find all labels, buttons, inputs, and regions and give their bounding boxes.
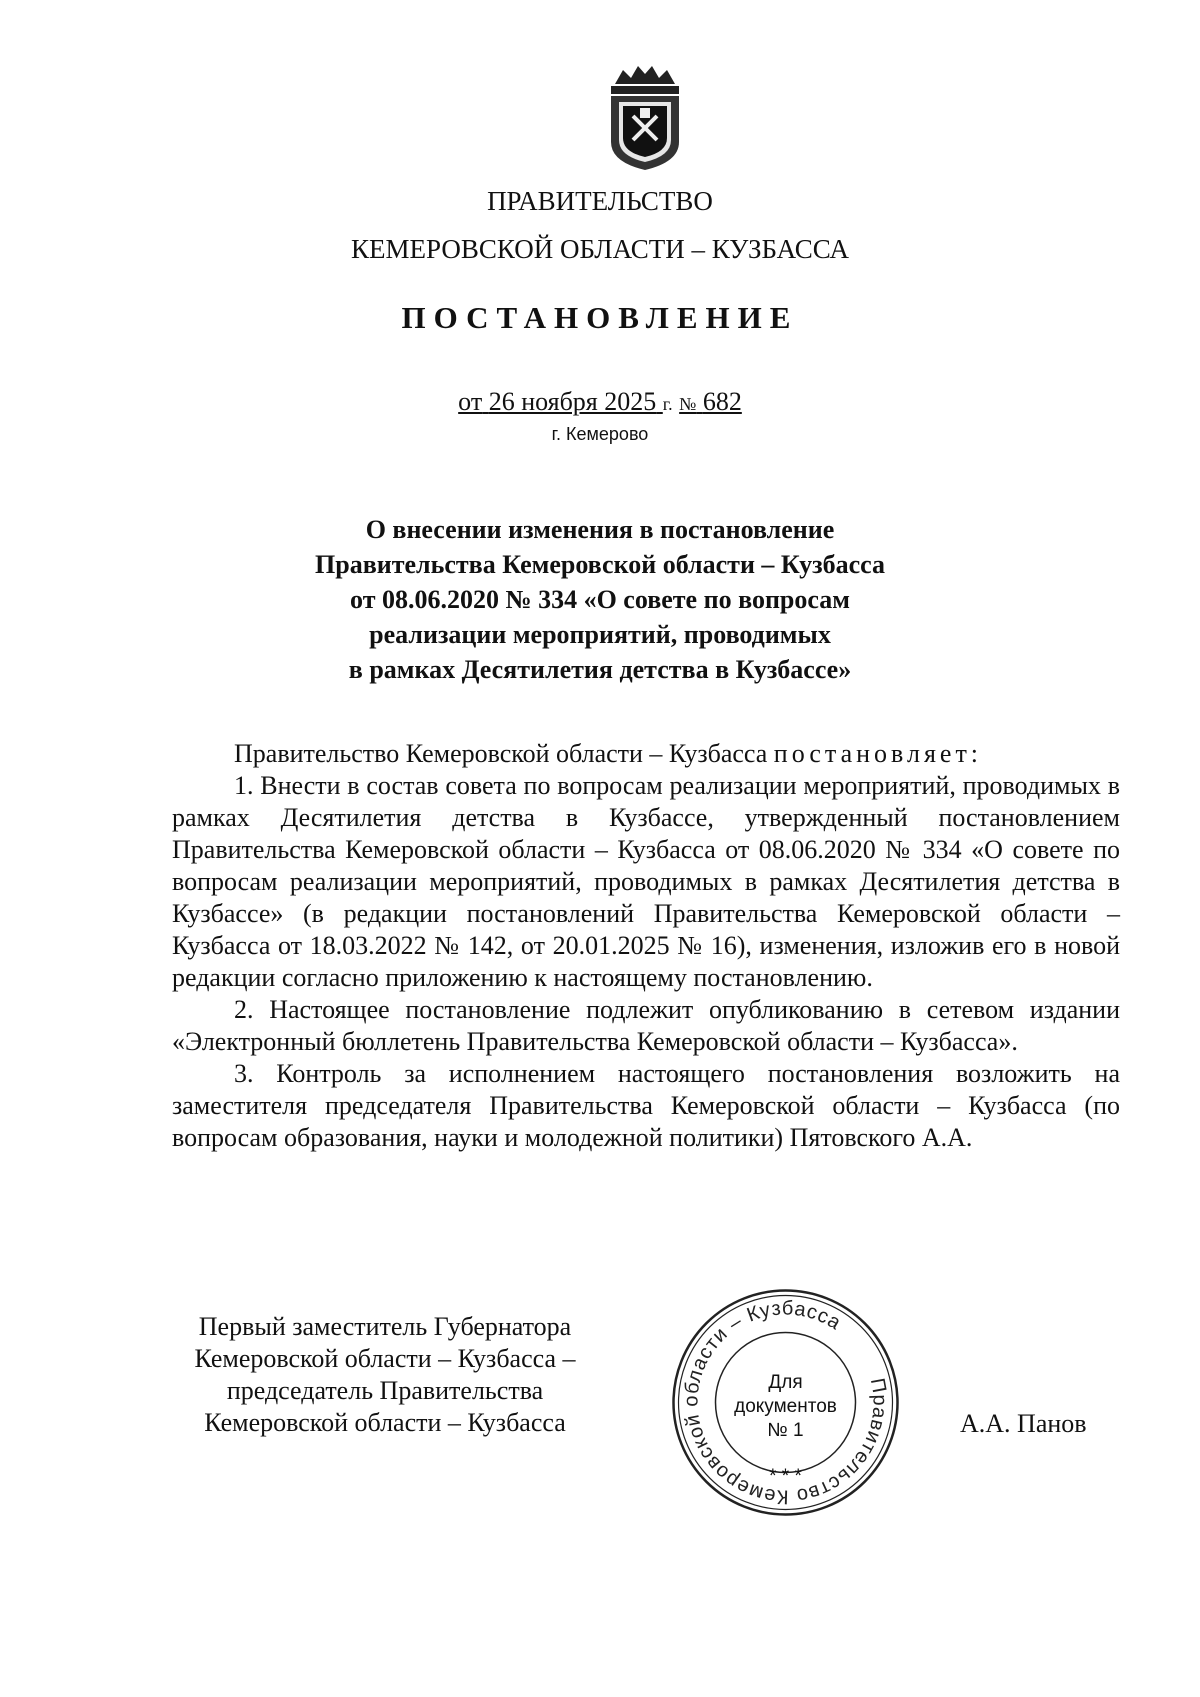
number-label: № <box>679 394 697 414</box>
org-name-line1: ПРАВИТЕЛЬСТВО <box>487 186 713 216</box>
org-name-line2: КЕМЕРОВСКОЙ ОБЛАСТИ – КУЗБАССА <box>351 234 849 264</box>
seal-ring-text: Правительство Кемеровской области – Кузбасса <box>680 1297 891 1508</box>
document-number: 682 <box>702 387 742 416</box>
preamble: Правительство Кемеровской области – Кузбасса постановляет: <box>234 739 983 768</box>
preamble-decree-word: постановляет: <box>773 739 983 768</box>
body-item: 2. Настоящее постановление подлежит опубликованию в сетевом издании «Электронный бюллетень Правительства Кемеровской области – Кузбасса». <box>172 995 1120 1056</box>
body-item: 3. Контроль за исполнением настоящего постановления возложить на заместителя председателя Правительства Кемеровской области – Кузбасса (по вопросам образования, науки и молодежной политики) Пятовского А.А. <box>172 1059 1120 1152</box>
document-body <box>172 738 1120 1154</box>
seal-center-text: Для документов № 1 <box>734 1372 837 1441</box>
heading-line: реализации мероприятий, проводимых <box>369 620 831 649</box>
heading-line: от 08.06.2020 № 334 «О совете по вопросам <box>350 585 850 614</box>
body-item: 1. Внести в состав совета по вопросам реализации мероприятий, проводимых в рамках Десятилетия детства в Кузбассе, утвержденный постановлением Правительства Кемеровской области – Кузбасса от 08.06.2020 № 334 «О совете по вопросам реализации мероприятий, проводимых в рамках Десятилетия детства в Кузбассе» (в редакции постановлений Правительства Кемеровской области – Кузбасса от 18.03.2022 № 142, от 20.01.2025 № 16), изменения, изложив его в новой редакции согласно приложению к настоящему постановлению. <box>172 771 1120 992</box>
heading-line: Правительства Кемеровской области – Кузбасса <box>315 550 885 579</box>
document-date: 26 ноября 2025 <box>488 387 657 416</box>
document-heading <box>0 512 1200 687</box>
seal-stars: * * * <box>769 1466 802 1487</box>
date-number-line <box>0 387 1200 417</box>
official-seal <box>668 1285 903 1520</box>
year-suffix: г. <box>662 394 673 414</box>
date-prefix: от <box>458 387 483 416</box>
heading-line: в рамках Десятилетия детства в Кузбассе» <box>348 655 852 684</box>
signatory-name: А.А. Панов <box>960 1409 1087 1438</box>
document-type: ПОСТАНОВЛЕНИЕ <box>401 300 799 335</box>
city: г. Кемерово <box>551 424 649 444</box>
heading-line: О внесении изменения в постановление <box>365 515 835 544</box>
coat-of-arms-emblem <box>605 62 685 172</box>
signatory-position: Первый заместитель Губернатора Кемеровской области – Кузбасса – председатель Правительства Кемеровской области – Кузбасса <box>194 1312 576 1437</box>
